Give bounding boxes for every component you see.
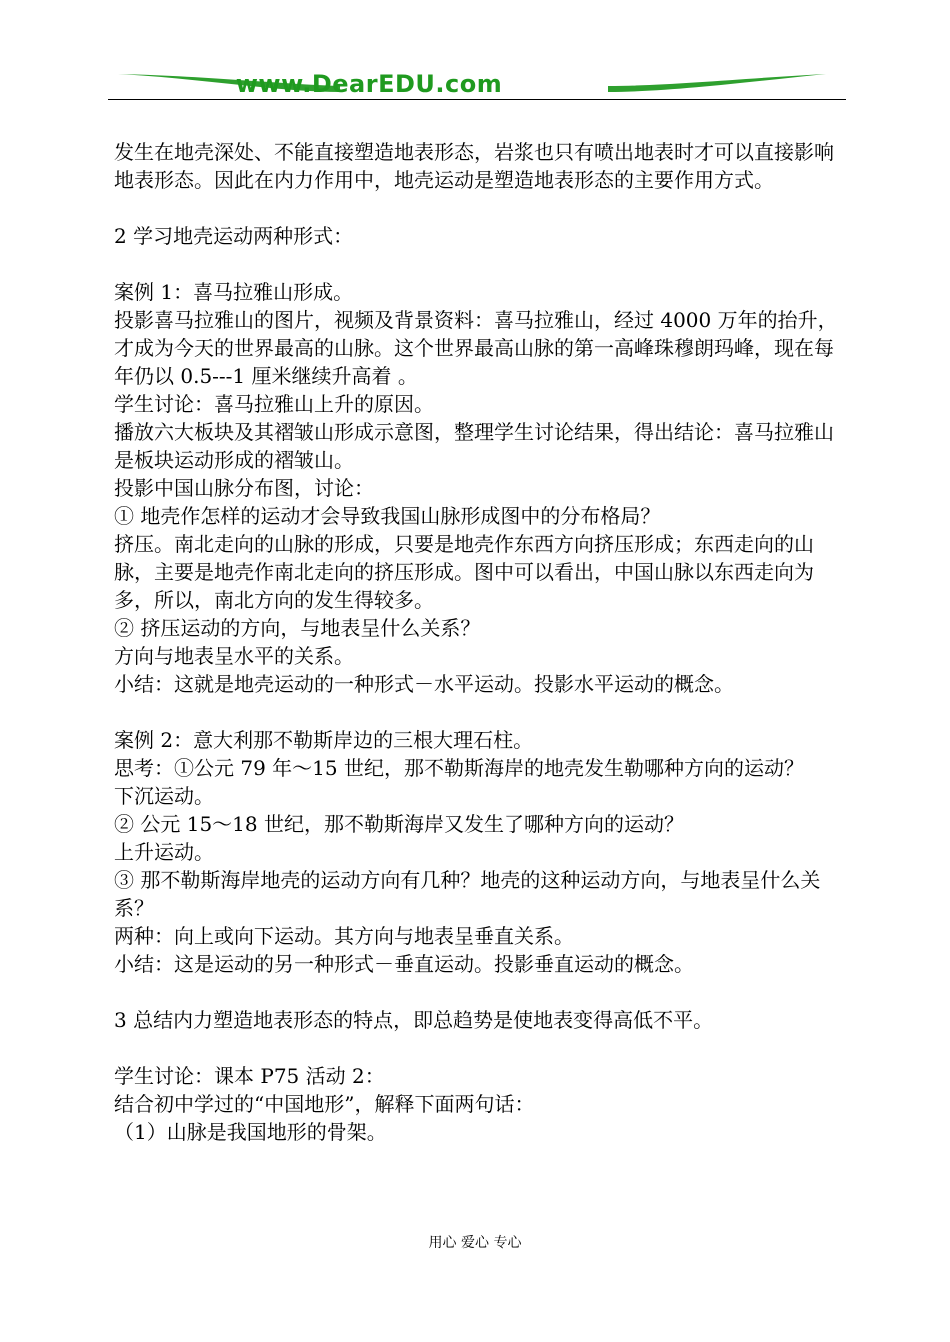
paragraph-spacer — [114, 250, 844, 278]
paragraph-spacer — [114, 978, 844, 1006]
paragraph: 投影喜马拉雅山的图片，视频及背景资料：喜马拉雅山，经过 4000 万年的抬升，才成为今天的世界最高的山脉。这个世界最高山脉的第一高峰珠穆朗玛峰，现在每年仍以 0.5---1 厘米继续升高着 。 — [114, 308, 838, 388]
paragraph: 思考：①公元 79 年～15 世纪，那不勒斯海岸的地壳发生勒哪种方向的运动？ — [114, 756, 804, 780]
paragraph: （1）山脉是我国地形的骨架。 — [114, 1120, 387, 1144]
paragraph: 下沉运动。 — [114, 784, 214, 808]
paragraph: 案例 2：意大利那不勒斯岸边的三根大理石柱。 — [114, 728, 534, 752]
paragraph: 挤压。南北走向的山脉的形成，只要是地壳作东西方向挤压形成；东西走向的山脉，主要是地壳作南北走向的挤压形成。图中可以看出，中国山脉以东西走向为多，所以，南北方向的发生得较多。 — [114, 532, 814, 612]
paragraph: 学生讨论：喜马拉雅山上升的原因。 — [114, 392, 434, 416]
paragraph: 结合初中学过的“中国地形”，解释下面两句话： — [114, 1092, 535, 1116]
paragraph-spacer — [114, 194, 844, 222]
paragraph: ① 地壳作怎样的运动才会导致我国山脉形成图中的分布格局？ — [114, 504, 661, 528]
paragraph: 两种：向上或向下运动。其方向与地表呈垂直关系。 — [114, 924, 574, 948]
paragraph: 小结：这是运动的另一种形式－垂直运动。投影垂直运动的概念。 — [114, 952, 694, 976]
paragraph: 2 学习地壳运动两种形式： — [114, 224, 354, 248]
paragraph-spacer — [114, 698, 844, 726]
paragraph: 案例 1：喜马拉雅山形成。 — [114, 280, 354, 304]
paragraph: 3 总结内力塑造地表形态的特点，即总趋势是使地表变得高低不平。 — [114, 1008, 714, 1032]
paragraph: 发生在地壳深处、不能直接塑造地表形态，岩浆也只有喷出地表时才可以直接影响地表形态。因此在内力作用中，地壳运动是塑造地表形态的主要作用方式。 — [114, 140, 834, 192]
paragraph-spacer — [114, 1034, 844, 1062]
paragraph: 播放六大板块及其褶皱山形成示意图，整理学生讨论结果，得出结论：喜马拉雅山是板块运动形成的褶皱山。 — [114, 420, 834, 472]
paragraph: 上升运动。 — [114, 840, 214, 864]
paragraph: 学生讨论：课本 P75 活动 2： — [114, 1064, 385, 1088]
paragraph: 投影中国山脉分布图，讨论： — [114, 476, 374, 500]
paragraph: 小结：这就是地壳运动的一种形式－水平运动。投影水平运动的概念。 — [114, 672, 734, 696]
document-body — [114, 138, 844, 1146]
page-footer: 用心 爱心 专心 — [428, 1235, 522, 1251]
paragraph: ② 挤压运动的方向，与地表呈什么关系？ — [114, 616, 481, 640]
paragraph: ② 公元 15～18 世纪，那不勒斯海岸又发生了哪种方向的运动？ — [114, 812, 684, 836]
header-rule — [108, 99, 846, 100]
paragraph: 方向与地表呈水平的关系。 — [114, 644, 354, 668]
paragraph: ③ 那不勒斯海岸地壳的运动方向有几种？地壳的这种运动方向，与地表呈什么关系？ — [114, 868, 821, 920]
site-logo-text: www.DearEDU.com — [235, 70, 503, 98]
